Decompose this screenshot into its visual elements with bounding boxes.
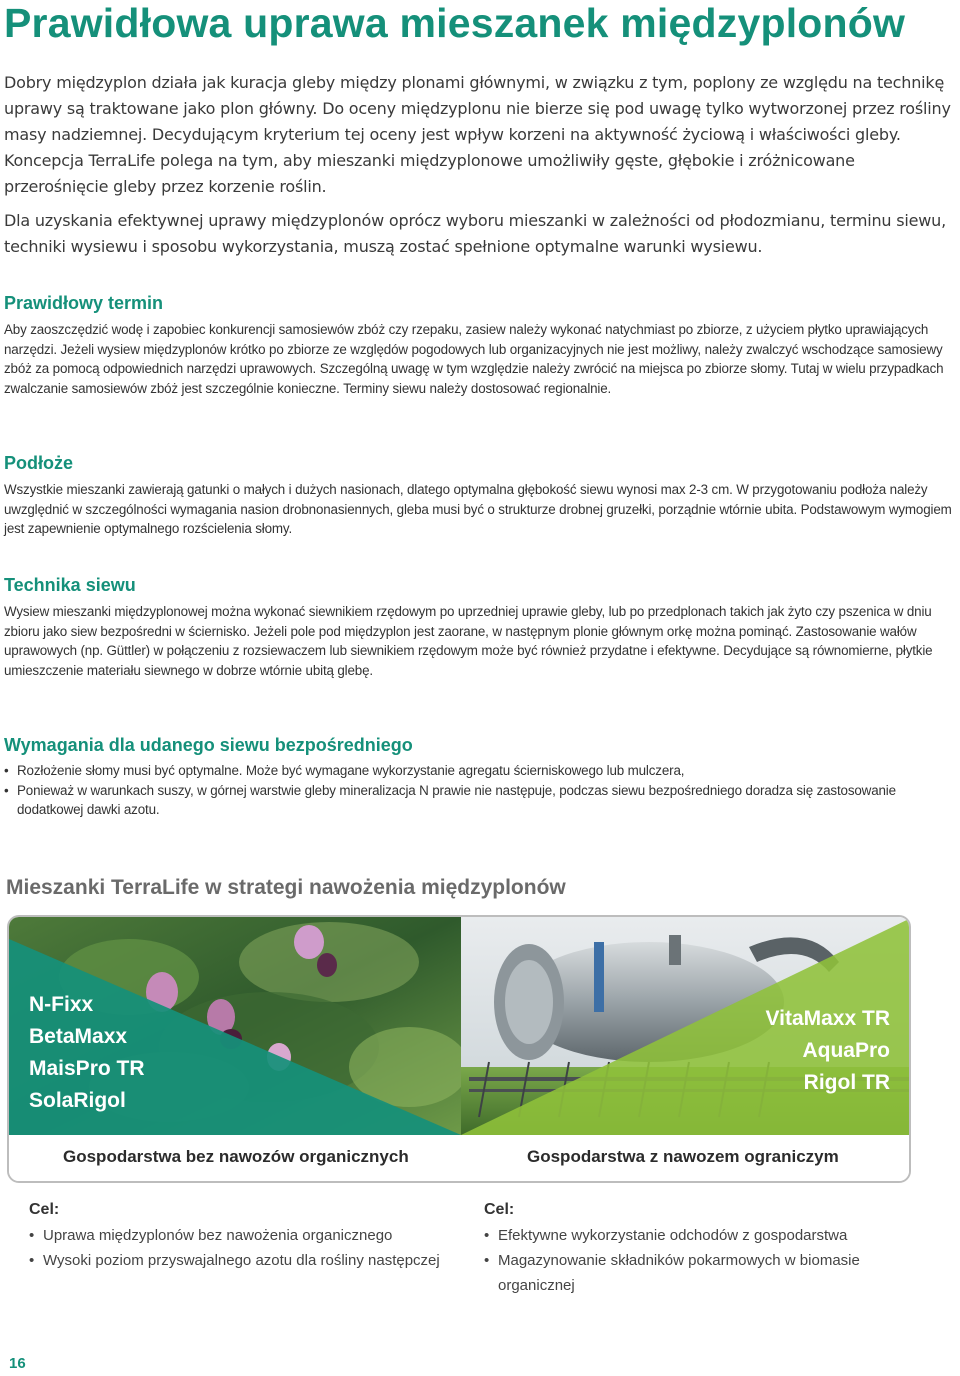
left-caption: Gospodarstwa bez nawozów organicznych bbox=[63, 1147, 409, 1166]
page-number: 16 bbox=[9, 1355, 26, 1372]
strategy-heading: Mieszanki TerraLife w strategi nawożenia międzyplonów bbox=[6, 876, 566, 899]
section-heading-wymagania: Wymagania dla udanego siewu bezpośredniego bbox=[4, 735, 413, 755]
list-item: • Rozłożenie słomy musi być optymalne. Może być wymagane wykorzystanie agregatu ścierniskowego lub mulczera, bbox=[4, 761, 960, 781]
list-item: • Efektywne wykorzystanie odchodów z gospodarstwa bbox=[484, 1223, 874, 1248]
intro-text bbox=[4, 70, 954, 260]
left-goal bbox=[29, 1201, 459, 1273]
list-item: • Ponieważ w warunkach suszy, w górnej warstwie gleby mineralizacja N prawie nie następuje, podczas siewu bezpośredniego doradza się zastosowanie dodatkowej dawki azotu. bbox=[4, 781, 960, 820]
goal-heading: Cel: bbox=[29, 1201, 60, 1218]
list-item: • Wysoki poziom przyswajalnego azotu dla rośliny następczej bbox=[29, 1248, 459, 1273]
goal-list bbox=[484, 1223, 874, 1298]
intro-paragraph-2: Dla uzyskania efektywnej uprawy międzyplonów oprócz wyboru mieszanki w zależności od płodozmianu, terminu siewu, techniki wysiewu i sposobu wykorzystania, muszą zostać spełnione optymalne warunki wysiewu. bbox=[4, 211, 946, 256]
section-text-podloze: Wszystkie mieszanki zawierają gatunki o małych i dużych nasionach, dlatego optymalna głębokość siewu wynosi max 2-3 cm. W przygotowaniu podłoża należy uwzględnić w szczególności wymagania nasion drobnonasiennych, gleba musi być o strukturze drobnej gruzełki, porządnie wtórnie ubita. Podstawowym wymogiem jest zapewnienie optymalnego rozścielenia słomy. bbox=[4, 482, 952, 537]
mix-name: N-Fixx bbox=[29, 993, 94, 1016]
left-mix-list bbox=[29, 989, 145, 1117]
right-goal bbox=[484, 1201, 874, 1298]
goal-list bbox=[29, 1223, 459, 1273]
mix-name: SolaRigol bbox=[29, 1089, 126, 1112]
list-item: • Magazynowanie składników pokarmowych w biomasie organicznej bbox=[484, 1248, 874, 1298]
goal-heading: Cel: bbox=[484, 1201, 515, 1218]
mix-name: Rigol TR bbox=[803, 1071, 890, 1094]
section-heading-technika: Technika siewu bbox=[4, 575, 136, 595]
mix-name: MaisPro TR bbox=[29, 1057, 145, 1080]
section-heading-termin: Prawidłowy termin bbox=[4, 293, 164, 313]
wymagania-list bbox=[4, 761, 960, 820]
mix-name: VitaMaxx TR bbox=[765, 1007, 890, 1030]
section-heading-podloze: Podłoże bbox=[4, 453, 74, 473]
section-text-technika: Wysiew mieszanki międzyplonowej można wykonać siewnikiem rzędowym po uprzedniej uprawie gleby, lub po przedplonach takich jak żyto czy pszenica w dniu zbioru jako siew bezpośredni w ściernisko. Jeżeli pole pod międzyplon jest zaorane, w następnym plonie głównym orkę można pominąć. Zastosowanie wałów uprawowych (np. Güttler) w połączeniu z rozsiewaczem lub siewnikiem rzędowym może być również przydatne i efektywne. Decydujące są równomierne, płytkie umieszczenie materiału siewnego w dobrze wtórnie ubitą glebę. bbox=[4, 604, 933, 679]
strategy-banner bbox=[7, 915, 911, 1183]
right-caption: Gospodarstwa z nawozem ograniczym bbox=[527, 1147, 839, 1166]
intro-paragraph-1: Dobry międzyplon działa jak kuracja gleby między plonami głównymi, w związku z tym, poplony ze względu na technikę uprawy są traktowane jako plon główny. Do oceny międzyplonu nie bierze się pod uwagę tylko wytworzonej przez rośliny masy nadziemnej. Decydującym kryterium tej oceny jest wpływ korzeni na aktywność życiową i właściwości gleby. Koncepcja TerraLife polega na tym, aby mieszanki międzyplonowe umożliwiły gęste, głębokie i zróżnicowane przerośnięcie gleby przez korzenie roślin. bbox=[4, 73, 951, 196]
mix-name: BetaMaxx bbox=[29, 1025, 128, 1048]
mix-name: AquaPro bbox=[802, 1039, 890, 1062]
right-mix-list bbox=[766, 1003, 891, 1099]
list-item: • Uprawa międzyplonów bez nawożenia organicznego bbox=[29, 1223, 459, 1248]
page-title: Prawidłowa uprawa mieszanek międzyplonów bbox=[4, 0, 906, 46]
section-text-termin: Aby zaoszczędzić wodę i zapobiec konkurencji samosiewów zbóż czy rzepaku, zasiew należy wykonać natychmiast po zbiorze, z użyciem płytko uprawiających narzędzi. Jeżeli wysiew międzyplonów krótko po zbiorze ze względów pogodowych lub organizacyjnych nie jest możliwy, należy zwalczyć wschodzące samosiewy zbóż za pomocą odpowiednich narzędzi uprawowych. Szczególną uwagę w tym względzie należy zwrócić na miejsca po zbiorze słomy. Tutaj w wielu przypadkach zwalczanie samosiewów zbóż jest szczególnie konieczne. Terminy siewu należy dostosować regionalnie. bbox=[4, 322, 944, 397]
